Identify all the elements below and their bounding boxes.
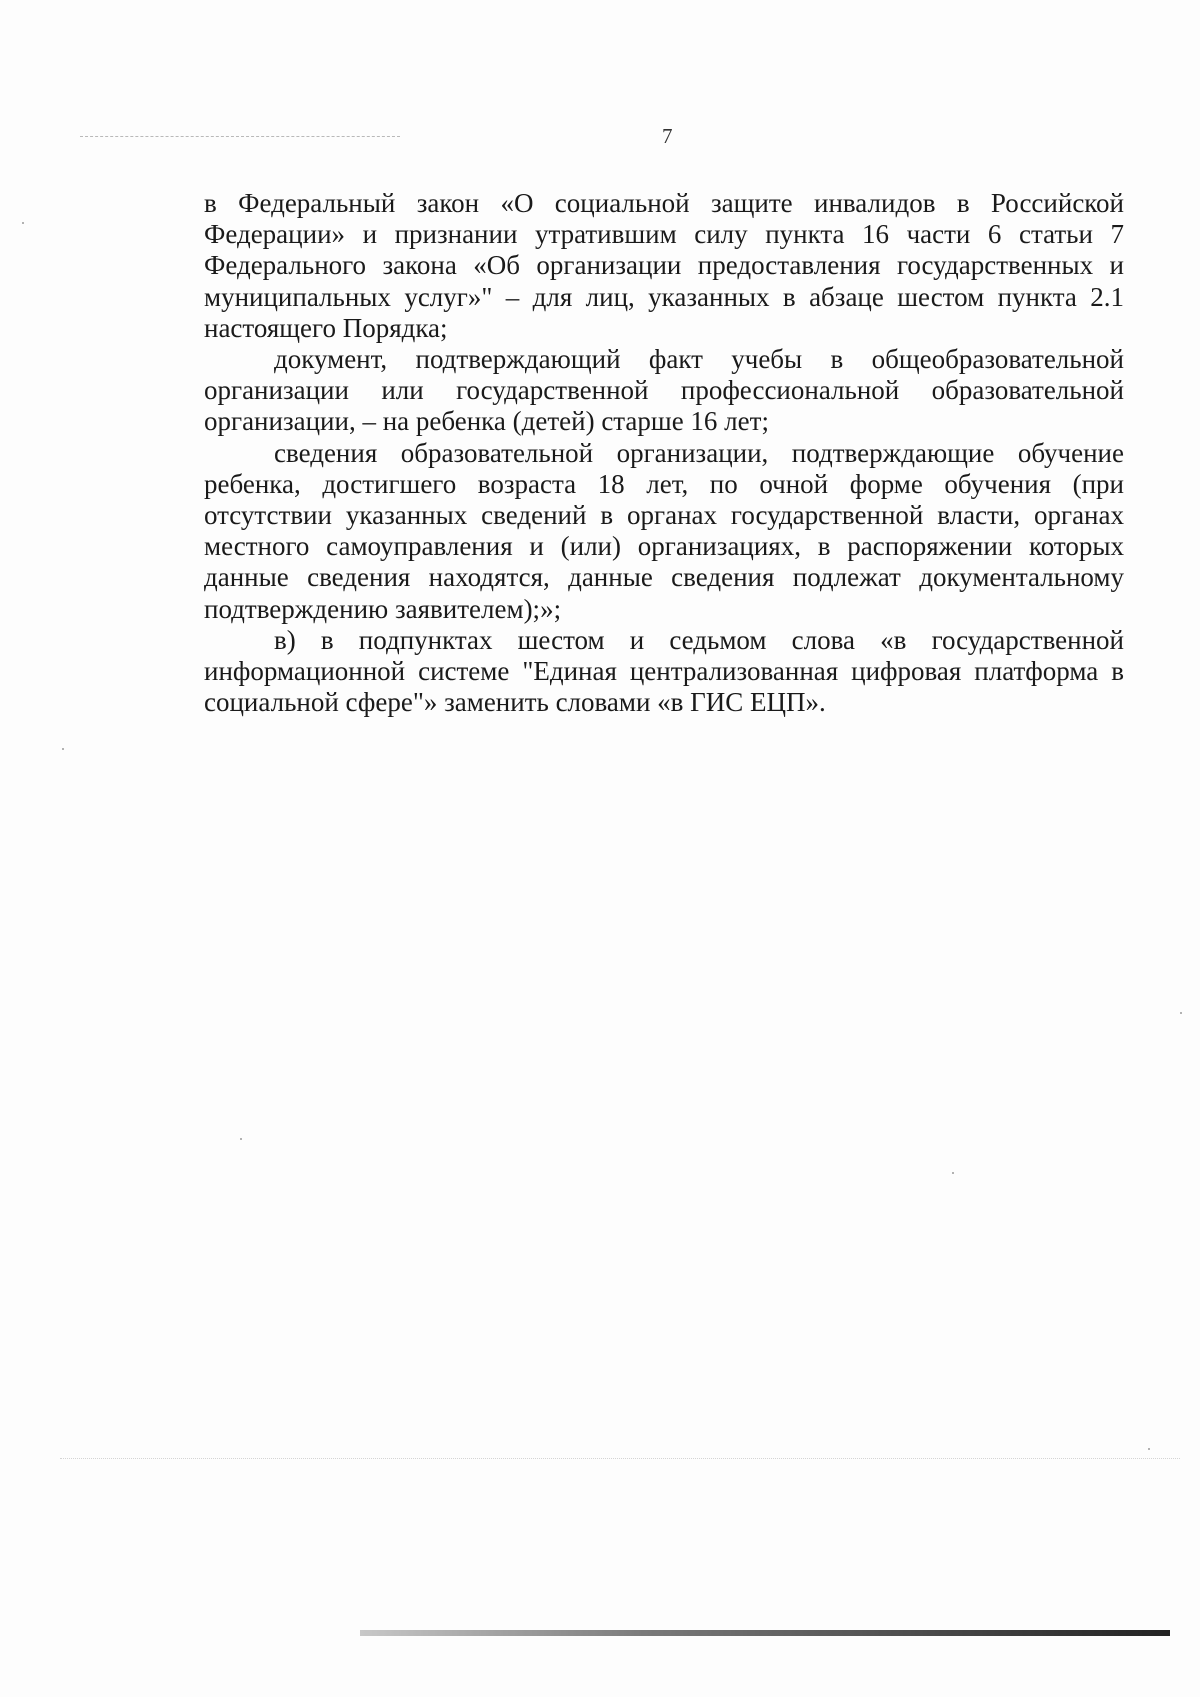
scan-speck <box>240 1138 242 1140</box>
scan-speck <box>952 1172 954 1174</box>
paragraph-education-info: сведения образовательной организации, подтверждающие обучение ребенка, достигшего возраста 18 лет, по очной форме обучения (при отсутствии указанных сведений в органах государственной власти, органах местного самоуправления и (или) организациях, в распоряжении которых данные сведения находятся, данные сведения подлежат документальному подтверждению заявителем);»; <box>204 437 1124 624</box>
scan-speck <box>1180 1012 1182 1014</box>
scan-speck <box>62 748 64 750</box>
paragraph-amendment-v: в) в подпунктах шестом и седьмом слова «в государственной информационной системе "Единая централизованная цифровая платформа в социальной сфере"» заменить словами «в ГИС ЕЦП». <box>204 624 1124 718</box>
paragraph-study-document: документ, подтверждающий факт учебы в общеобразовательной организации или государственной профессиональной образовательной организации, – на ребенка (детей) старше 16 лет; <box>204 344 1124 437</box>
scan-speck <box>22 222 24 224</box>
scan-speck <box>1148 1448 1150 1450</box>
document-body <box>204 188 1124 718</box>
scan-artifact-line-faint <box>60 1458 1180 1459</box>
page-number: 7 <box>662 124 673 148</box>
paragraph-continuation: в Федеральный закон «О социальной защите инвалидов в Российской Федерации» и признании утратившим силу пункта 16 части 6 статьи 7 Федерального закона «Об организации предоставления государственных и муниципальных услуг»" – для лиц, указанных в абзаце шестом пункта 2.1 настоящего Порядка; <box>204 188 1124 343</box>
scan-artifact-line-top <box>80 136 400 137</box>
scan-artifact-line-bottom <box>360 1630 1170 1636</box>
